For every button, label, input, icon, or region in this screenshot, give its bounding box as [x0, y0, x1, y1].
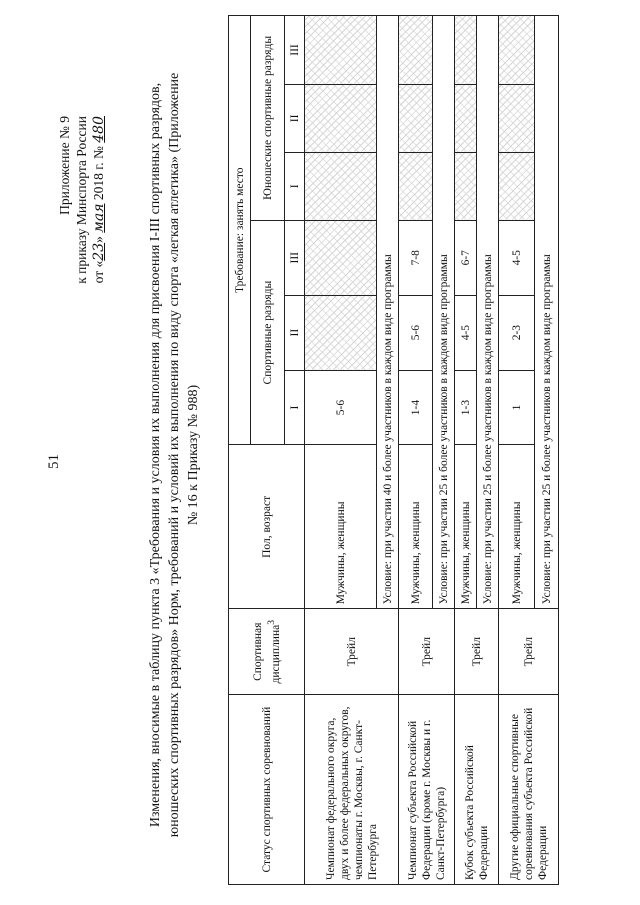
page-number: 51	[46, 454, 62, 469]
value-cell	[399, 84, 433, 152]
value-cell: 4-5	[499, 220, 535, 295]
value-cell: 7-8	[399, 220, 433, 295]
table-row	[455, 16, 477, 885]
discipline-cell: Трейл	[455, 609, 499, 695]
header-discipline: Спортивная дисциплина$^3$	[229, 609, 305, 695]
header-status: Статус спортивных соревнований	[229, 695, 305, 885]
condition-cell: Условие: при участии 25 и более участников в каждом виде программы	[535, 16, 559, 609]
table-row	[399, 16, 433, 885]
value-cell: 4-5	[455, 295, 477, 370]
discipline-cell: Трейл	[305, 609, 399, 695]
header-col: III	[285, 16, 305, 85]
header-sport-ranks: Спортивные разряды	[251, 220, 285, 445]
gender-cell: Мужчины, женщины	[455, 445, 477, 609]
value-cell	[455, 84, 477, 152]
value-cell	[399, 152, 433, 220]
gender-cell: Мужчины, женщины	[499, 445, 535, 609]
header-youth-ranks: Юношеские спортивные разряды	[251, 16, 285, 221]
value-cell	[305, 16, 377, 85]
value-cell: 2-3	[499, 295, 535, 370]
status-cell: Кубок субъекта Российской Федерации	[455, 695, 499, 885]
handwritten-day: 23	[91, 242, 107, 261]
header-gender: Пол, возраст	[229, 445, 305, 609]
discipline-cell: Трейл	[399, 609, 455, 695]
handwritten-number: 480	[91, 116, 107, 143]
value-cell	[305, 220, 377, 295]
value-cell	[305, 295, 377, 370]
gender-cell: Мужчины, женщины	[399, 445, 433, 609]
status-cell: Чемпионат федерального округа, двух и более федеральных округов, чемпионаты г. Москвы, г. Санкт-Петербурга	[305, 695, 399, 885]
value-cell	[399, 16, 433, 85]
value-cell	[499, 152, 535, 220]
header-col: II	[285, 84, 305, 152]
gender-cell: Мужчины, женщины	[305, 445, 377, 609]
header-col: III	[285, 220, 305, 295]
requirements-table	[228, 15, 559, 885]
header-col: II	[285, 295, 305, 370]
value-cell: 6-7	[455, 220, 477, 295]
condition-cell: Условие: при участии 40 и более участников в каждом виде программы	[377, 16, 399, 609]
value-cell: 5-6	[305, 370, 377, 445]
value-cell	[499, 16, 535, 85]
discipline-cell: Трейл	[499, 609, 559, 695]
appendix-order: к приказу Минспорта России	[74, 116, 89, 284]
value-cell	[499, 84, 535, 152]
value-cell: 1-3	[455, 370, 477, 445]
value-cell: 1-4	[399, 370, 433, 445]
handwritten-month: мая	[91, 203, 107, 233]
document-title: Изменения, вносимые в таблицу пункта 3 «Требования и условия их выполнения для присвоения I-III спортивных разрядов, юношеских спортивных разрядов» Норм, требований и условий их выполнения по виду спорта «легкая атлетика» (Приложение № 16 к Приказу № 988)	[148, 72, 201, 838]
header-col: I	[285, 370, 305, 445]
value-cell	[455, 16, 477, 85]
value-cell	[305, 152, 377, 220]
header-requirement: Требование: занять место	[229, 16, 251, 445]
table-row	[305, 16, 377, 885]
status-cell: Другие официальные спортивные соревнования субъекта Российской Федерации	[499, 695, 559, 885]
condition-cell: Условие: при участии 25 и более участников в каждом виде программы	[433, 16, 455, 609]
condition-cell: Условие: при участии 25 и более участников в каждом виде программы	[477, 16, 499, 609]
status-cell: Чемпионат субъекта Российской Федерации (кроме г. Москвы и г. Санкт-Петербурга)	[399, 695, 455, 885]
value-cell: 1	[499, 370, 535, 445]
value-cell	[455, 152, 477, 220]
appendix-header	[56, 116, 108, 346]
header-col: I	[285, 152, 305, 220]
appendix-number: Приложение № 9	[57, 116, 72, 215]
value-cell	[305, 84, 377, 152]
appendix-date: от «23» мая 2018 г. № 480	[91, 116, 107, 284]
table-row	[499, 16, 535, 885]
value-cell: 5-6	[399, 295, 433, 370]
